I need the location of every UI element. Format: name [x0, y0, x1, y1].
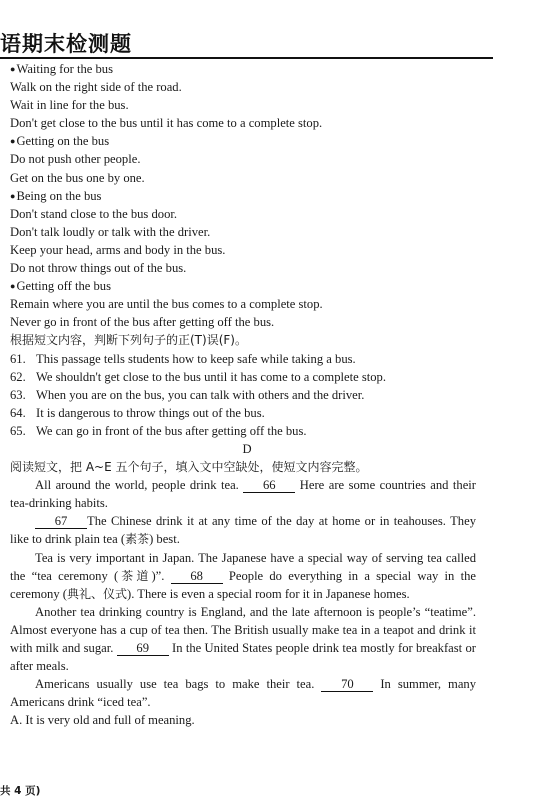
passage-text: )”. — [151, 568, 165, 583]
rule-line: Don't stand close to the bus door. — [10, 206, 178, 221]
passage-text: Here are some countries and their tea-drinking habits. — [10, 478, 477, 511]
section-heading: ● Waiting for the bus — [10, 60, 476, 78]
passage-text: All around the world, people drink tea. — [35, 478, 239, 493]
question-text: When you are on the bus, you can talk with others and the driver. — [36, 387, 365, 402]
passage-text: Americans usually use tea bags to make their tea. — [35, 677, 315, 692]
chinese-gloss: 典礼、仪式 — [67, 586, 128, 601]
question-number: 64. — [10, 405, 26, 420]
rule-line: Walk on the right side of the road. — [10, 80, 182, 95]
page-footer: 共 4 页) — [0, 785, 41, 797]
section-letter: D — [242, 441, 252, 456]
answer-blank-69[interactable]: 69 — [117, 641, 169, 656]
rule-line: Do not push other people. — [10, 152, 141, 167]
question-item — [10, 368, 476, 386]
rule-line: Don't talk loudly or talk with the driver. — [10, 224, 211, 239]
header-divider — [0, 57, 493, 59]
judge-instruction: 根据短文内容，判断下列句子的正(T)误(F)。 — [10, 333, 247, 348]
question-item — [10, 386, 476, 404]
question-number: 62. — [10, 369, 26, 384]
passage-text: Another tea drinking country is England, and the late afternoon is people’s “teatime”. Almost everyone has a cup of tea then. The British usually make tea in a teapot and drink it with milk and sugar. — [10, 604, 476, 655]
question-text: We can go in front of the bus after getting off the bus. — [36, 423, 307, 438]
rule-line: Wait in line for the bus. — [10, 98, 129, 113]
passage-text: In summer, many Americans drink “iced tea”. — [10, 677, 477, 710]
rule-line: Get on the bus one by one. — [10, 170, 145, 185]
option-a: A. It is very old and full of meaning. — [10, 713, 195, 728]
passage-paragraph — [10, 476, 476, 512]
passage-paragraph — [10, 512, 476, 548]
answer-blank-68[interactable]: 68 — [171, 569, 223, 584]
question-number: 63. — [10, 387, 26, 402]
passage-paragraph — [10, 549, 476, 603]
question-text: This passage tells students how to keep safe while taking a bus. — [36, 351, 356, 366]
answer-blank-66[interactable]: 66 — [243, 478, 295, 493]
passage-text: ) best. — [149, 532, 180, 547]
question-text: It is dangerous to throw things out of the bus. — [36, 405, 265, 420]
passage-text: ). There is even a special room for it in Japanese homes. — [127, 586, 410, 601]
passage-text: In the United States people drink tea mostly for breakfast or after meals. — [10, 641, 476, 674]
rule-line: Do not throw things out of the bus. — [10, 261, 187, 276]
answer-blank-67[interactable]: 67 — [35, 514, 87, 529]
passage-text: People do everything in a special way in the ceremony ( — [10, 568, 476, 601]
section-heading: ● Getting off the bus — [10, 277, 476, 295]
passage-paragraph — [10, 675, 476, 711]
passage-text: The Chinese drink it at any time of the day at home or in teahouses. They like to drink plain tea ( — [10, 514, 476, 547]
page-title: 语期末检测题 — [0, 32, 132, 56]
rule-line: Remain where you are until the bus comes to a complete stop. — [10, 297, 323, 312]
section-heading: ● Being on the bus — [10, 187, 476, 205]
passage-text: Tea is very important in Japan. The Japanese have a special way of serving tea called the “tea ceremony ( — [10, 550, 476, 583]
section-heading: ● Getting on the bus — [10, 132, 476, 150]
exam-content — [10, 60, 476, 729]
passage-paragraph — [10, 603, 476, 675]
question-item — [10, 350, 476, 368]
rule-line: Never go in front of the bus after getting off the bus. — [10, 315, 275, 330]
rule-line: Keep your head, arms and body in the bus. — [10, 242, 226, 257]
question-item — [10, 404, 476, 422]
rule-line: Don't get close to the bus until it has come to a complete stop. — [10, 116, 323, 131]
question-number: 65. — [10, 423, 26, 438]
chinese-gloss: 茶道 — [118, 568, 152, 583]
question-item — [10, 422, 476, 440]
question-text: We shouldn't get close to the bus until it has come to a complete stop. — [36, 369, 386, 384]
fill-instruction: 阅读短文，把 A~E 五个句子，填入文中空缺处，使短文内容完整。 — [10, 460, 368, 475]
question-number: 61. — [10, 351, 26, 366]
answer-blank-70[interactable]: 70 — [321, 677, 373, 692]
chinese-gloss: 素茶 — [125, 532, 150, 547]
